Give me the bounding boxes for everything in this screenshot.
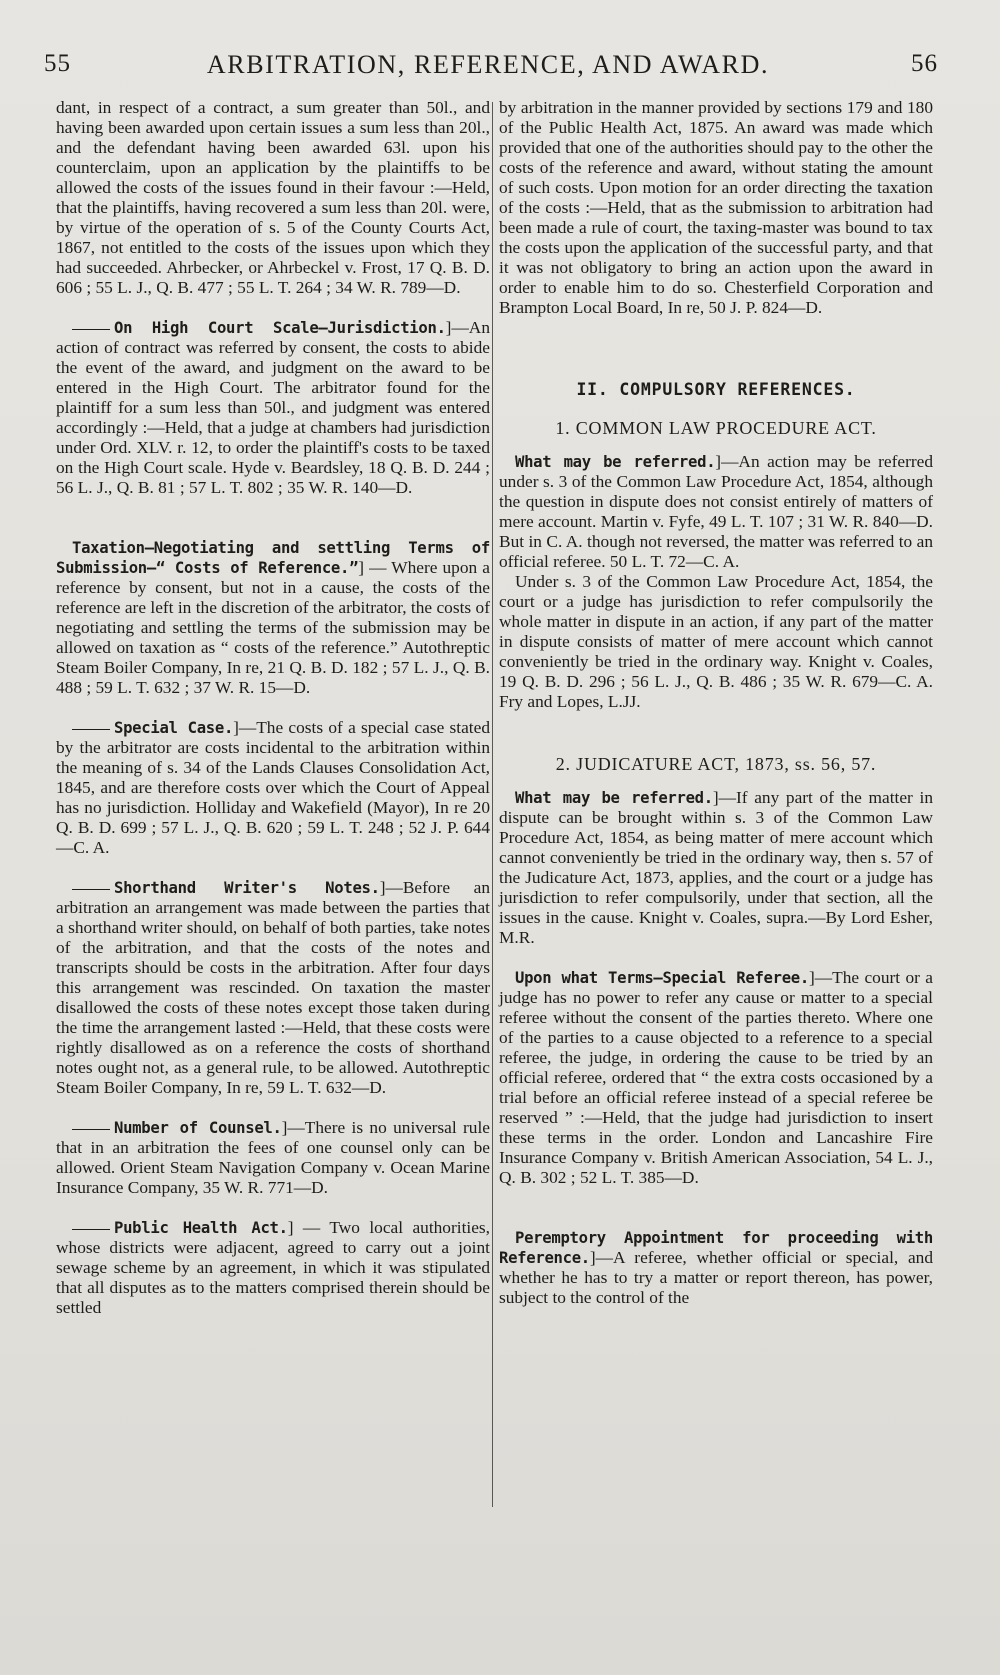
entry-text: ]—Before an arbitration an arrangement was made between the parties that a shorthand writer should, on behalf of both parties, take notes of the arbitration, and that the costs of the notes and transcripts should be costs in the arbitration. After four days this arrangement was rescinded. On taxation the master disallowed the costs of these notes except those taken during the time the arrangement lasted :—Held, that these costs were rightly disallowed as on a reference the costs of shorthand notes ought not, as a general rule, to be allowed. Autothreptic Steam Boiler Company, In re, 59 L. T. 632—D. [56, 878, 490, 1097]
entry-text: ]—There is no universal rule that in an arbitration the fees of one counsel only can be allowed. Orient Steam Navigation Company v. Ocean Marine Insurance Company, 35 W. R. 771—D. [56, 1118, 490, 1197]
paragraph: dant, in respect of a contract, a sum greater than 50l., and having been awarded upon certain issues a sum less than 20l., and the defendant having been awarded 63l. upon his counterclaim, upon an application by the plaintiffs to be allowed the costs of the issues found in their favour :—Held, that the plaintiffs, having recovered a sum less than 20l. were, by virtue of the operation of s. 5 of the County Courts Act, 1867, not entitled to the costs of the issues upon which they had succeeded. Ahrbecker, or Ahrbeckel v. Frost, 17 Q. B. D. 606 ; 55 L. J., Q. B. 477 ; 55 L. T. 264 ; 34 W. R. 789—D. [56, 98, 490, 297]
entry-heading: What may be referred. [515, 789, 713, 807]
entry-text: ] — Where upon a reference by consent, but not in a cause, the costs of the reference are left in the discretion of the arbitrator, the costs of negotiating and settling the terms of the submission may be allowed on taxation as “ costs of the reference.” Autothreptic Steam Boiler Company, In re, 21 Q. B. D. 182 ; 57 L. J., Q. B. 488 ; 59 L. T. 632 ; 37 W. R. 15—D. [56, 558, 490, 697]
entry-heading: Number of Counsel. [114, 1119, 282, 1137]
dash-rule [72, 1229, 110, 1230]
running-header [38, 50, 938, 94]
section-heading: II. COMPULSORY REFERENCES. [576, 380, 856, 399]
dash-rule [72, 1129, 110, 1130]
entry-text: ]—An action of contract was referred by consent, the costs to abide the event of the award, and judgment on the award to be entered in the High Court. The arbitrator found for the plaintiff for a sum less than 50l., and judgment was entered accordingly :—Held, that a judge at chambers had jurisdiction under Ord. XLV. r. 12, to order the plaintiff's costs to be taxed on the High Court scale. Hyde v. Beardsley, 18 Q. B. D. 244 ; 56 L. J., Q. B. 81 ; 57 L. T. 802 ; 35 W. R. 140—D. [56, 318, 490, 497]
right-column [499, 98, 933, 1308]
subsection-heading: 1. COMMON LAW PROCEDURE ACT. [555, 418, 877, 438]
entry-number-of-counsel [56, 1118, 490, 1198]
entry-text: ]—A referee, whether official or special, and whether he has to try a matter or report thereon, has power, subject to the control of the [499, 1248, 933, 1307]
entry-what-may-be-referred [499, 452, 933, 572]
dash-rule [72, 329, 110, 330]
entry-taxation [56, 538, 490, 698]
entry-public-health-act [56, 1218, 490, 1318]
entry-text: ]—The court or a judge has no power to refer any cause or matter to a special referee without the consent of the parties thereto. Where one of the parties to a cause objected to a reference to a special referee, the judge, in ordering the cause to be tried by an official referee, ordered that “ the extra costs occasioned by a trial before an official referee instead of a special referee be reserved ” :—Held, that the judge had jurisdiction to insert these terms in the order. London and Lancashire Fire Insurance Company v. British American Association, 54 L. J., Q. B. 302 ; 52 L. T. 385—D. [499, 968, 934, 1187]
entry-heading: Taxation—Negotiating and settling Terms of Submission—“ Costs of Reference.” [56, 539, 490, 577]
dash-rule [72, 729, 110, 730]
dash-rule [72, 889, 110, 890]
entry-heading: Public Health Act. [114, 1219, 288, 1237]
entry-text: ] — Two local authorities, whose districts were adjacent, agreed to carry out a joint sewage scheme by an agreement, in which it was stipulated that all disputes as to the matters comprised therein should be settled [56, 1218, 490, 1317]
subsection-heading: 2. JUDICATURE ACT, 1873, ss. 56, 57. [555, 754, 877, 774]
page-number-left: 55 [44, 50, 71, 77]
entry-what-may-be-referred-2 [499, 788, 933, 948]
entry-text: ]—If any part of the matter in dispute can be brought within s. 3 of the Common Law Procedure Act, 1854, as being matter of mere account which cannot conveniently be tried in the ordinary way, then s. 57 of the Judicature Act, 1873, applies, and the court or a judge has jurisdiction to refer compulsorily, under that section, all the issues in the cause. Knight v. Coales, supra.—By Lord Esher, M.R. [499, 788, 933, 947]
running-title: ARBITRATION, REFERENCE, AND AWARD. [206, 50, 770, 79]
entry-peremptory-appointment [499, 1228, 933, 1308]
entry-heading: On High Court Scale—Jurisdiction. [114, 319, 446, 337]
entry-shorthand-notes [56, 878, 490, 1098]
entry-heading: Peremptory Appointment for proceeding with Reference. [499, 1229, 933, 1267]
paragraph: by arbitration in the manner provided by sections 179 and 180 of the Public Health Act, 1875. An award was made which provided that one of the authorities should pay to the other the costs of the reference and award, without stating the amount of such costs. Upon motion for an order directing the taxation of the costs :—Held, that as the submission to arbitration had been made a rule of court, the taxing-master was bound to tax the costs upon the application of the successful party, and that it was not obligatory to bring an action upon the award in order to enable him to do so. Chesterfield Corporation and Brampton Local Board, In re, 50 J. P. 824—D. [499, 98, 933, 317]
paragraph: Under s. 3 of the Common Law Procedure Act, 1854, the court or a judge has jurisdiction to refer compulsorily the whole matter in dispute in an action, if any part of the matter in dispute consists of matter of mere account which cannot conveniently be tried in the ordinary way. Knight v. Coales, 19 Q. B. D. 296 ; 56 L. J., Q. B. 486 ; 35 W. R. 679—C. A. Fry and Lopes, L.JJ. [499, 572, 933, 711]
entry-heading: Shorthand Writer's Notes. [114, 879, 380, 897]
entry-heading: Special Case. [114, 719, 234, 737]
left-column [56, 98, 490, 1318]
column-divider [492, 102, 493, 1507]
entry-heading: What may be referred. [515, 453, 716, 471]
entry-heading: Upon what Terms—Special Referee. [515, 969, 809, 987]
entry-high-court-scale [56, 318, 490, 498]
entry-text: ]—An action may be referred under s. 3 of the Common Law Procedure Act, 1854, although the question in dispute does not consist entirely of matters of mere account. Martin v. Fyfe, 49 L. T. 107 ; 31 W. R. 840—D. But in C. A. though not reversed, the matter was referred to an official referee. 50 L. T. 72—C. A. [499, 452, 934, 571]
page-number-right: 56 [911, 50, 938, 77]
entry-text: ]—The costs of a special case stated by the arbitrator are costs incidental to the arbitration within the meaning of s. 34 of the Lands Clauses Consolidation Act, 1845, and are therefore costs over which the Court of Appeal has no jurisdiction. Holliday and Wakefield (Mayor), In re 20 Q. B. D. 699 ; 57 L. J., Q. B. 620 ; 59 L. T. 248 ; 52 J. P. 644—C. A. [56, 718, 490, 857]
entry-special-case [56, 718, 490, 858]
entry-special-referee [499, 968, 933, 1188]
